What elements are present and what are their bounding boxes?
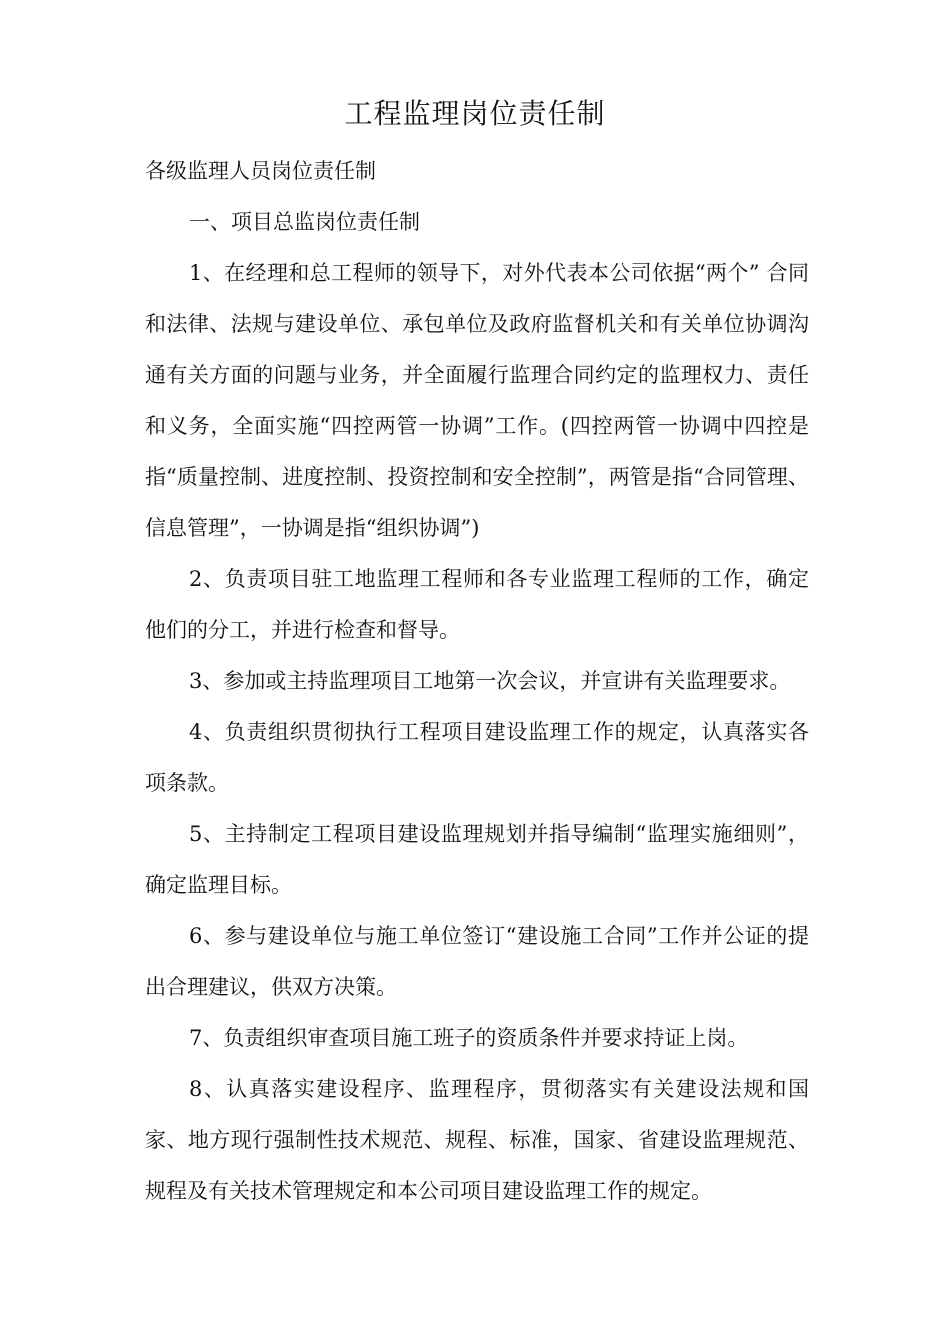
document-body [145,146,809,1217]
paragraph-6: 6、参与建设单位与施工单位签订“建设施工合同”工作并公证的提出合理建议，供双方决策。 [145,924,809,999]
document-title: 工程监理岗位责任制 [344,97,606,130]
paragraph-5: 5、主持制定工程项目建设监理规划并指导编制“监理实施细则”，确定监理目标。 [145,822,809,897]
paragraph-4: 4、负责组织贯彻执行工程项目建设监理工作的规定，认真落实各项条款。 [145,720,809,795]
paragraph-1: 1、在经理和总工程师的领导下，对外代表本公司依据“两个” 合同和法律、法规与建设单位、承包单位及政府监督机关和有关单位协调沟通有关方面的问题与业务，并全面履行监理合同约定的监理权力、责任和义务，全面实施“四控两管一协调”工作。(四控两管一协调中四控是指“质量控制、进度控制、投资控制和安全控制”，两管是指“合同管理、信息管理”，一协调是指“组织协调”) [145,261,809,540]
paragraph-3: 3、参加或主持监理项目工地第一次会议，并宣讲有关监理要求。 [189,669,791,693]
paragraph-2: 2、负责项目驻工地监理工程师和各专业监理工程师的工作，确定他们的分工，并进行检查和督导。 [145,567,809,642]
section-heading: 一、项目总监岗位责任制 [189,210,420,234]
paragraph-7: 7、负责组织审查项目施工班子的资质条件并要求持证上岗。 [189,1026,749,1050]
subtitle: 各级监理人员岗位责任制 [145,159,376,183]
paragraph-8: 8、认真落实建设程序、监理程序，贯彻落实有关建设法规和国家、地方现行强制性技术规范、规程、标准，国家、省建设监理规范、规程及有关技术管理规定和本公司项目建设监理工作的规定。 [145,1077,809,1203]
